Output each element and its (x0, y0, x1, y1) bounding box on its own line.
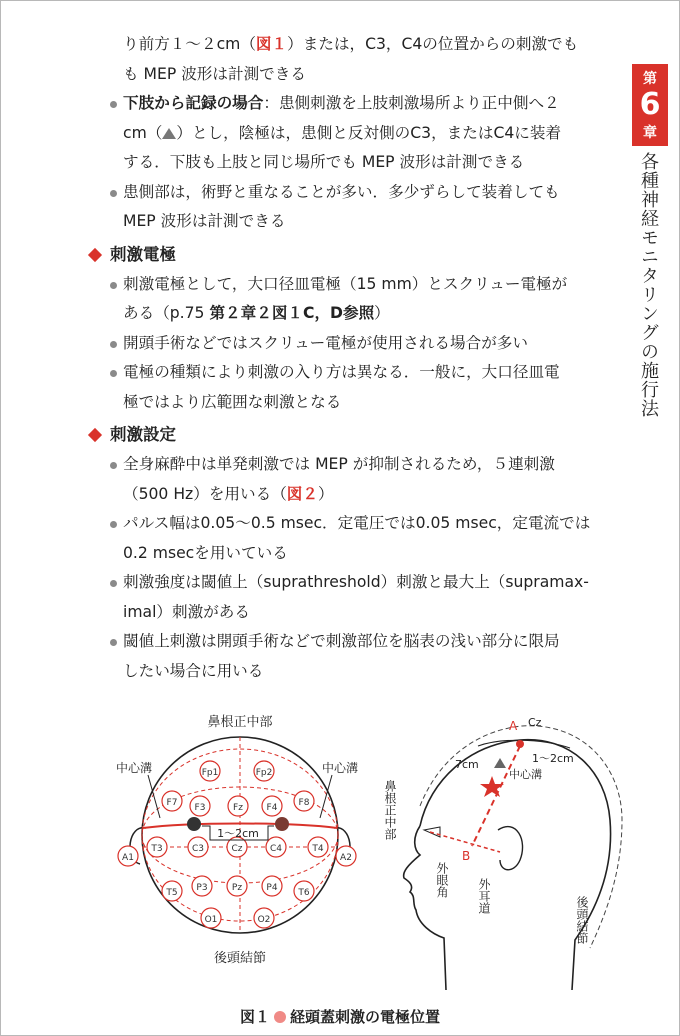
stim-point-left (187, 817, 201, 831)
dist-7cm-label: 7cm (455, 758, 479, 771)
list-item: 患側部は，術野と重なることが多い．多少ずらして装着しても (88, 178, 620, 208)
list-item-cont: cm（ ）とし，陰極は，患側と反対側のC3，またはC4に装着 (123, 123, 562, 142)
electrode-labels (122, 768, 352, 925)
label-fp1: Fp1 (201, 768, 219, 778)
label-f3: F3 (194, 803, 206, 813)
intro-line-2: も MEP 波形は計測できる (123, 64, 306, 83)
label-o2: O2 (257, 915, 271, 925)
distance-label: 1～2cm (217, 827, 259, 840)
caption-dot-icon (274, 1011, 286, 1023)
section-heading-electrode: 刺激電極 (88, 239, 620, 270)
side-nasion-label: 鼻根正中部 (383, 780, 397, 840)
label-t4: T4 (312, 844, 324, 854)
chapter-tab (632, 64, 668, 146)
list-item: 電極の種類により刺激の入り方は異なる．一般に，大口径皿電 (88, 358, 620, 388)
label-pz: Pz (231, 883, 243, 893)
cross-reference: 第２章２図１C，D参照 (209, 304, 375, 322)
intro-line-1: り前方１～２cm（図１）または，C3，C4の位置からの刺激でも (123, 35, 579, 53)
label-c4: C4 (269, 844, 283, 854)
list-item-cont: する．下肢も上肢と同じ場所でも MEP 波形は計測できる (123, 153, 525, 171)
label-p4: P4 (266, 883, 278, 893)
right-sulcus-label: 中心溝 (321, 761, 359, 775)
list-item: 下肢から記録の場合：患側刺激を上肢刺激場所より正中側へ２ (88, 89, 620, 119)
label-t3: T3 (151, 844, 163, 854)
ear-canal-label: 外耳道 (477, 878, 491, 914)
label-fp2: Fp2 (255, 768, 273, 778)
list-item-cont: 極ではより広範囲な刺激となる (123, 392, 342, 411)
list-item-cont: imal）刺激がある (123, 602, 250, 621)
triangle-icon (162, 128, 176, 139)
cz-label: Cz (528, 716, 542, 729)
list-item-cont: MEP 波形は計測できる (123, 212, 286, 230)
outer-canthus-label: 外眼角 (435, 862, 449, 898)
caption-text: 経頭蓋刺激の電極位置 (290, 1008, 441, 1026)
sulcus-arc (478, 740, 570, 748)
label-f7: F7 (166, 798, 178, 808)
label-f8: F8 (298, 798, 310, 808)
list-item-cont: ある（p.75 第２章２図１C，D参照） (123, 304, 390, 322)
list-item: 刺激電極として，大口径皿電極（15 mm）とスクリュー電極が (88, 270, 620, 300)
star-marker (480, 776, 504, 797)
figure-caption (0, 1006, 680, 1027)
list-item: 全身麻酔中は単発刺激では MEP が抑制されるため，５連刺激 (88, 450, 620, 480)
ear-outline (498, 827, 523, 870)
chapter-number: 6 (639, 87, 661, 122)
label-p3: P3 (196, 883, 208, 893)
bullet-lead: 下肢から記録の場合 (123, 94, 264, 112)
side-inion-label: 後頭結節 (575, 896, 589, 944)
caption-prefix: 図１ (239, 1008, 270, 1026)
chapter-label-top: 第 (643, 71, 657, 87)
chapter-title: 各種神経モニタリングの施行法 (638, 152, 659, 418)
triangle-marker (494, 758, 506, 768)
section-heading-setting: 刺激設定 (88, 419, 620, 450)
top-view-diagram (116, 714, 358, 966)
side-view-diagram (383, 716, 622, 990)
body-text (88, 30, 620, 686)
label-fz: Fz (233, 803, 243, 813)
list-item: 刺激強度は閾値上（suprathreshold）刺激と最大上（supramax- (88, 568, 620, 598)
label-a1: A1 (122, 853, 134, 863)
list-item-cont: したい場合に用いる (123, 661, 264, 680)
figure-1 (0, 700, 680, 1036)
chapter-label-bottom: 章 (643, 125, 657, 141)
label-c3: C3 (191, 844, 205, 854)
label-t5: T5 (166, 888, 178, 898)
top-inion-label: 後頭結節 (213, 951, 267, 966)
list-item-cont: 0.2 msecを用いている (123, 543, 288, 562)
label-t6: T6 (298, 888, 310, 898)
figure-ref: 図１ (255, 35, 288, 53)
left-sulcus-label: 中心溝 (115, 761, 153, 775)
side-sulcus-label: 中心溝 (509, 768, 542, 781)
stim-point-right (275, 817, 289, 831)
dist-12cm-label: 1～2cm (532, 752, 574, 765)
top-nasion-label: 鼻根正中部 (207, 715, 273, 730)
list-item: 閾値上刺激は開頭手術などで刺激部位を脳表の浅い部分に限局 (88, 627, 620, 657)
point-a-label: A (509, 719, 518, 733)
figure-svg (0, 700, 680, 1000)
face-profile (404, 826, 446, 990)
list-item-cont: （500 Hz）を用いる（図２） (123, 484, 334, 503)
stim-line (472, 746, 520, 846)
label-a2: A2 (340, 853, 352, 863)
list-item: 開頭手術などではスクリュー電極が使用される場合が多い (88, 329, 620, 359)
label-o1: O1 (204, 915, 218, 925)
label-cz: Cz (231, 844, 243, 854)
label-f4: F4 (266, 803, 278, 813)
cz-point (516, 740, 524, 748)
figure-ref: 図２ (286, 484, 318, 503)
list-item: パルス幅は0.05～0.5 msec．定電圧では0.05 msec，定電流では (88, 509, 620, 539)
point-b-label: B (462, 849, 471, 863)
